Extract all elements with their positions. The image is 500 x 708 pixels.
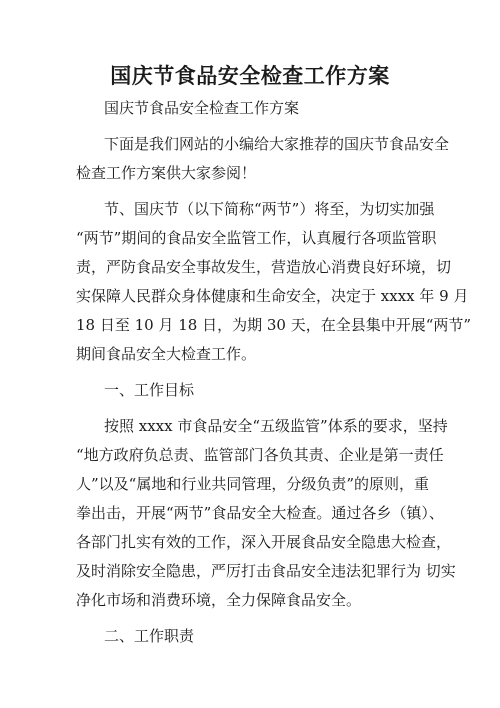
text-line: 下面是我们网站的小编给大家推荐的国庆节食品安全 [104,135,450,153]
text-line: 节、国庆节（以下简称“两节”）将至，为切实加强 [104,200,435,218]
section-heading-goals: 一、工作目标 [104,381,195,399]
text-line: 人”以及“属地和行业共同管理，分级负责”的原则，重 [76,475,430,493]
text-line: “两节”期间的食品安全监管工作，认真履行各项监管职 [76,229,437,247]
document-body [76,94,472,651]
text-line: 各部门扎实有效的工作，深入开展食品安全隐患大检查， [76,533,452,551]
paragraph-goals [76,412,456,615]
text-line: 期间食品安全大检查工作。 [76,345,257,363]
paragraph-background [76,195,472,369]
text-line: 按照 xxxx 市食品安全“五级监管”体系的要求，坚持 [104,417,448,435]
text-line: 及时消除安全隐患，严厉打击食品安全违法犯罪行为 切实 [76,562,456,580]
text-line: 实保障人民群众身体健康和生命安全，决定于 xxxx 年 9 月 [76,287,469,305]
text-line: 检查工作方案供大家参阅！ [76,164,257,182]
section-heading-duties: 二、工作职责 [104,627,195,645]
document-title: 国庆节食品安全检查工作方案 [110,63,390,88]
document-subtitle: 国庆节食品安全检查工作方案 [104,99,300,117]
text-line: “地方政府负总责、监管部门各负其责、企业是第一责任 [76,446,444,464]
text-line: 净化市场和消费环境，全力保障食品安全。 [76,591,362,609]
text-line: 责，严防食品安全事故发生，营造放心消费良好环境，切 [76,258,452,276]
text-line: 18 日至 10 月 18 日，为期 30 天，在全县集中开展“两节” [76,316,472,334]
text-line: 拳出击，开展“两节”食品安全大检查。通过各乡（镇）、 [76,504,444,522]
intro-paragraph [76,130,450,188]
